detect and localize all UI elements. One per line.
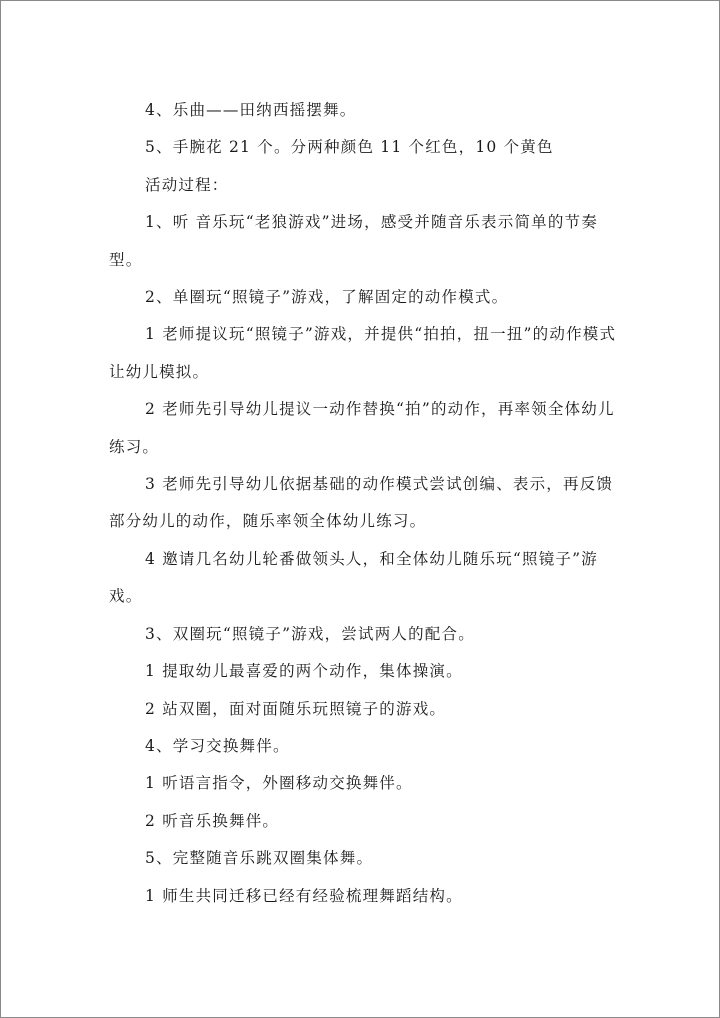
document-body bbox=[109, 92, 619, 915]
paragraph-activity-process-heading: 活动过程： bbox=[145, 175, 229, 194]
paragraph-step-3-2: 2 站双圈，面对面随乐玩照镜子的游戏。 bbox=[145, 699, 447, 718]
paragraph-music: 4、乐曲——田纳西摇摆舞。 bbox=[145, 101, 357, 119]
paragraph-step-5-1: 1 师生共同迁移已经有经验梳理舞蹈结构。 bbox=[145, 886, 463, 905]
paragraph-step-4: 4、学习交换舞伴。 bbox=[145, 736, 290, 755]
paragraph-wrist-flowers: 5、手腕花 21 个。分两种颜色 11 个红色，10 个黄色 bbox=[145, 138, 554, 157]
paragraph-step-2: 2、单圈玩“照镜子”游戏，了解固定的动作模式。 bbox=[145, 288, 509, 307]
paragraph-step-2-4: 4 邀请几名幼儿轮番做领头人，和全体幼儿随乐玩“照镜子”游戏。 bbox=[109, 549, 598, 606]
paragraph-step-4-2: 2 听音乐换舞伴。 bbox=[145, 811, 280, 830]
paragraph-step-1: 1、听 音乐玩“老狼游戏”进场，感受并随音乐表示简单的节奏型。 bbox=[109, 213, 598, 269]
paragraph-step-2-1: 1 老师提议玩“照镜子”游戏，并提供“拍拍，扭一扭”的动作模式让幼儿模拟。 bbox=[109, 325, 617, 381]
paragraph-step-3-1: 1 提取幼儿最喜爱的两个动作，集体操演。 bbox=[145, 662, 463, 681]
paragraph-step-3: 3、双圈玩“照镜子”游戏，尝试两人的配合。 bbox=[145, 624, 475, 643]
paragraph-step-4-1: 1 听语言指令，外圈移动交换舞伴。 bbox=[145, 774, 413, 793]
paragraph-step-2-3: 3 老师先引导幼儿依据基础的动作模式尝试创编、表示，再反馈部分幼儿的动作，随乐率领全体幼儿练习。 bbox=[109, 475, 614, 531]
paragraph-step-2-2: 2 老师先引导幼儿提议一动作替换“拍”的动作，再率领全体幼儿练习。 bbox=[109, 400, 615, 456]
paragraph-step-5: 5、完整随音乐跳双圈集体舞。 bbox=[145, 849, 374, 868]
